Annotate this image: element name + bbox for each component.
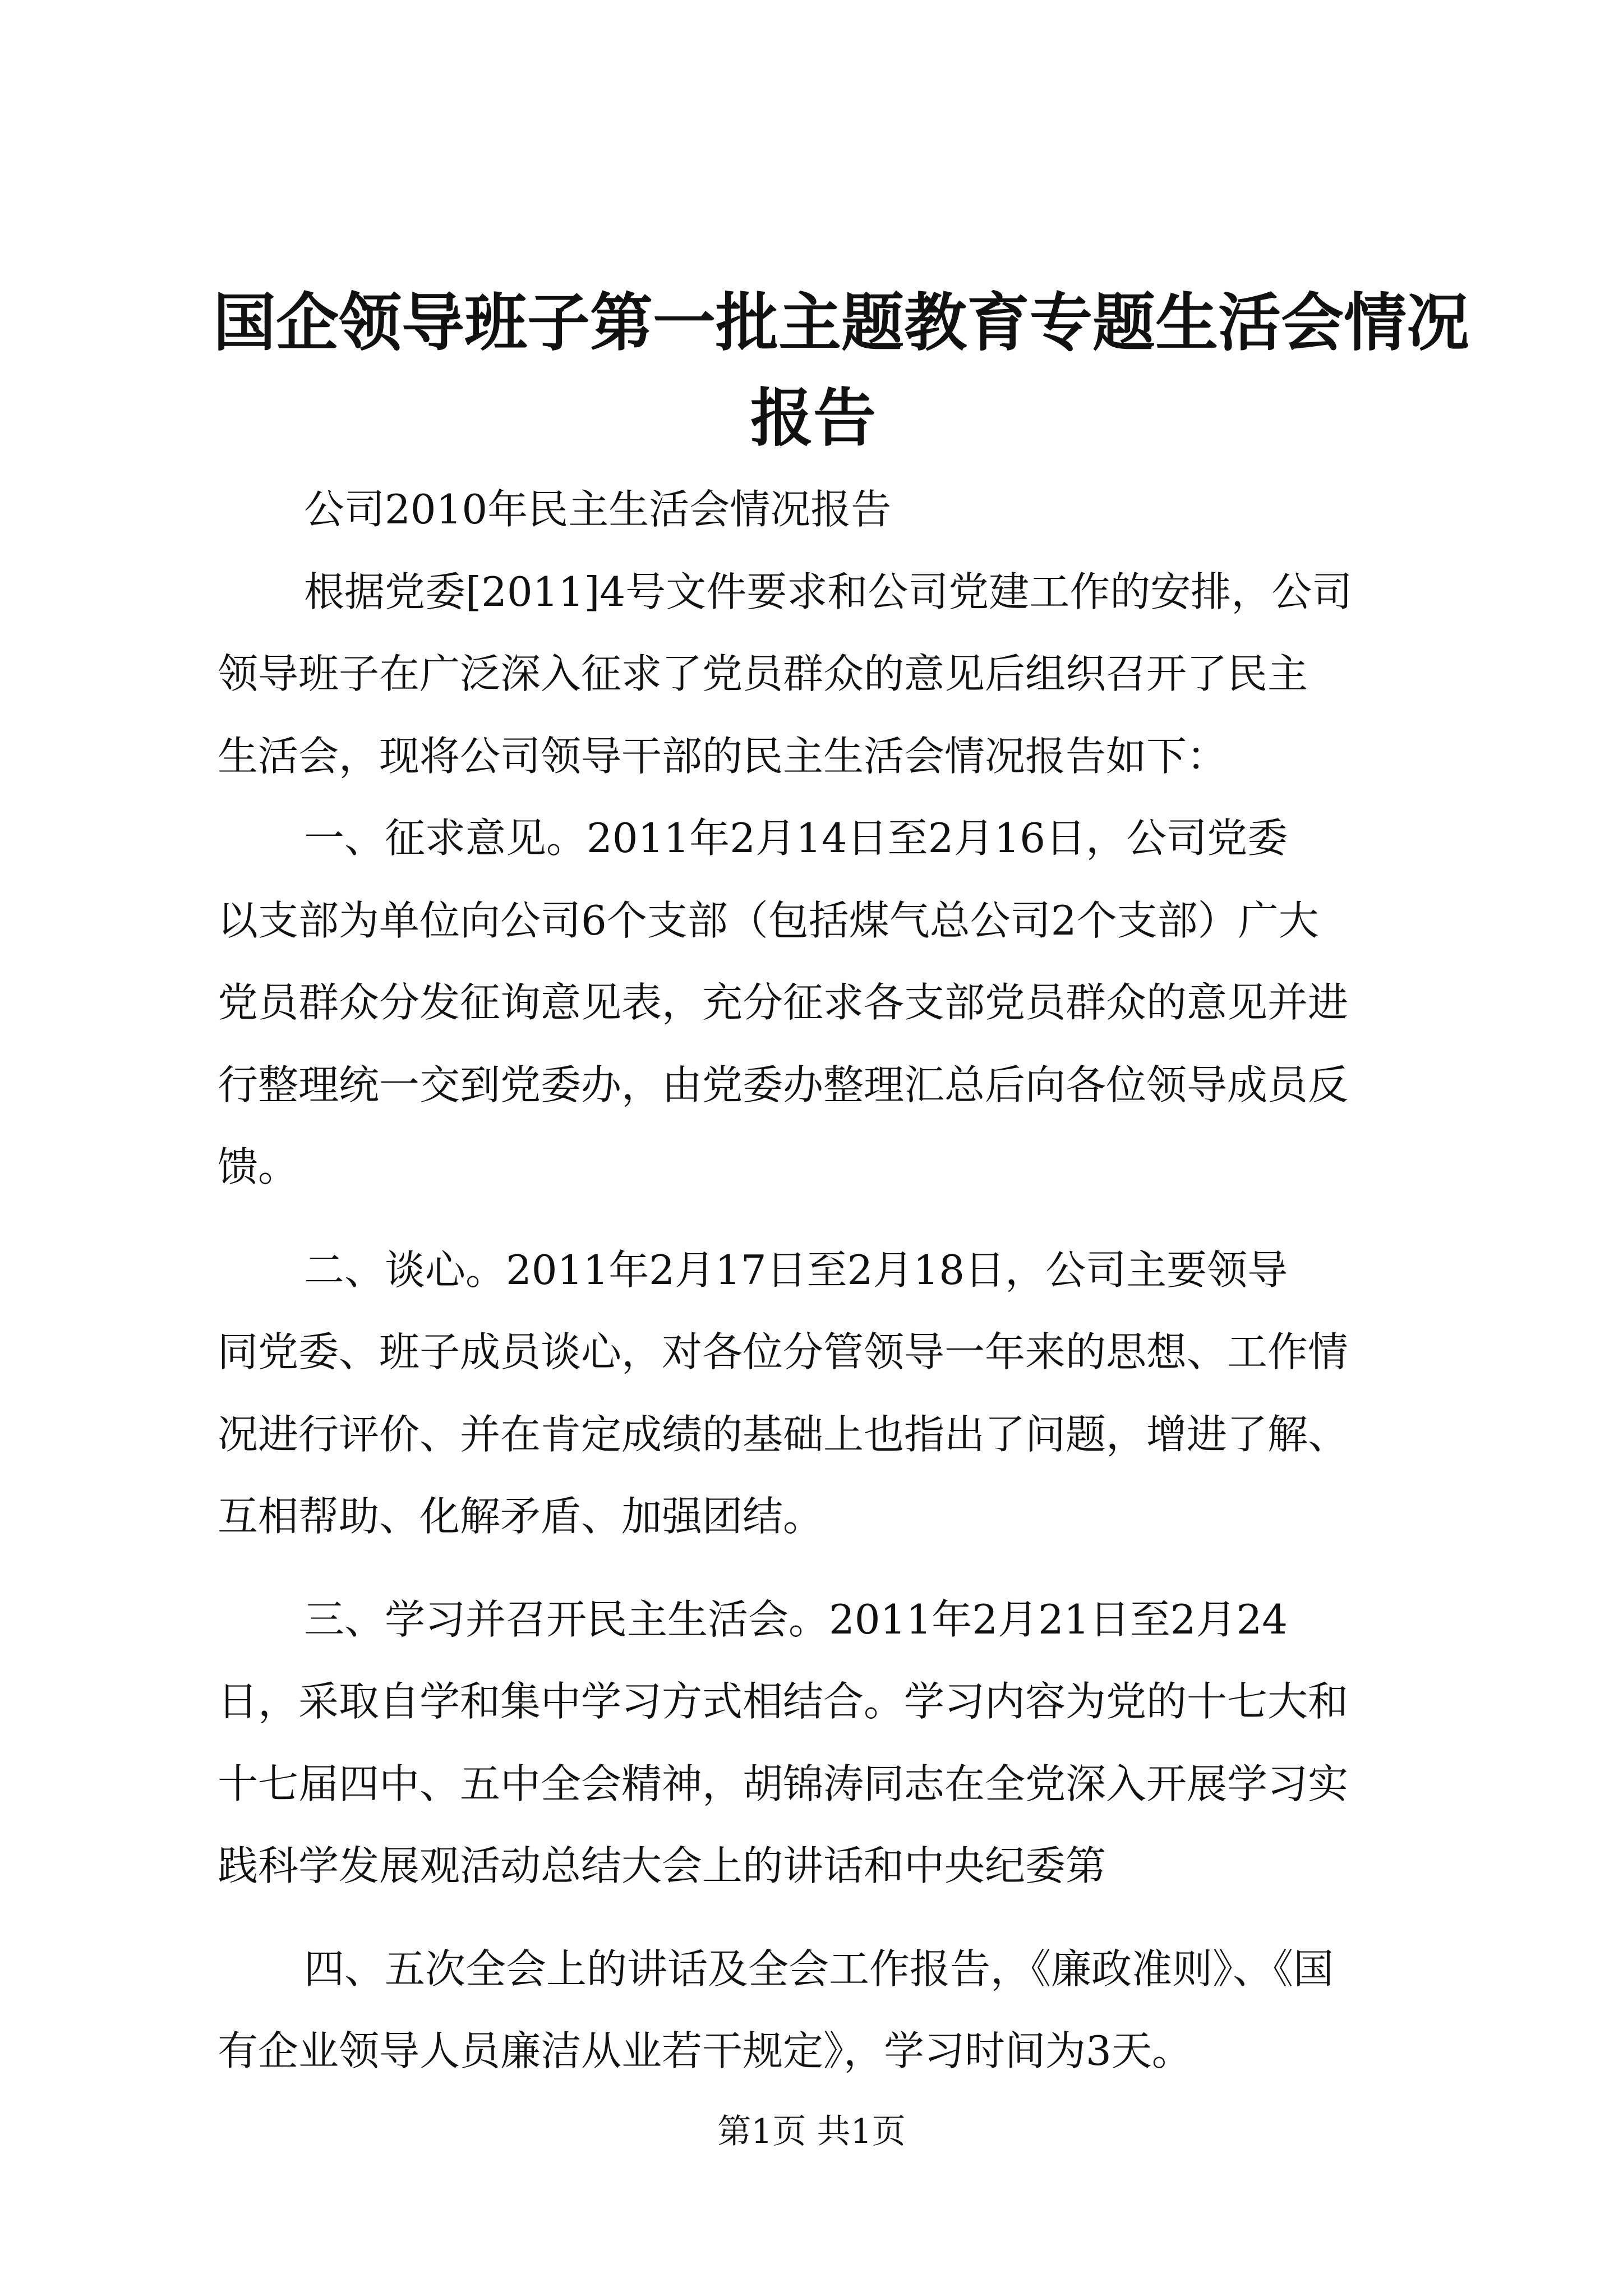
paragraph: [218, 1229, 1412, 1558]
paragraph-line: 党员群众分发征询意见表，充分征求各支部党员群众的意见并进: [218, 979, 1349, 1026]
paragraph-gap: [218, 1558, 1412, 1579]
paragraph-line: 生活会，现将公司领导干部的民主生活会情况报告如下：: [218, 732, 1228, 780]
paragraph-line: 一、征求意见。2011年2月14日至2月16日，公司党委: [304, 815, 1288, 862]
paragraph: [218, 551, 1412, 798]
paragraph-line: 根据党委[2011]4号文件要求和公司党建工作的安排，公司: [304, 568, 1353, 615]
paragraph-line: 践科学发展观活动总结大会上的讲话和中央纪委第: [218, 1842, 1106, 1889]
paragraph-line: 二、谈心。2011年2月17日至2月18日，公司主要领导: [304, 1246, 1288, 1294]
document-body: [218, 468, 1412, 2092]
paragraph: [218, 468, 1412, 551]
paragraph-line: 公司2010年民主生活会情况报告: [304, 486, 892, 533]
paragraph: [218, 1579, 1412, 1907]
document-title-line-1: 国企领导班子第一批主题教育专题生活会情况: [213, 286, 1469, 360]
paragraph-line: 十七届四中、五中全会精神，胡锦涛同志在全党深入开展学习实: [218, 1760, 1349, 1807]
paragraph-line: 日，采取自学和集中学习方式相结合。学习内容为党的十七大和: [218, 1678, 1349, 1725]
paragraph-line: 行整理统一交到党委办，由党委办整理汇总后向各位领导成员反: [218, 1061, 1349, 1108]
page-footer: 第1页 共1页: [717, 2112, 906, 2151]
paragraph-line: 同党委、班子成员谈心，对各位分管领导一年来的思想、工作情: [218, 1328, 1349, 1375]
paragraph-line: 况进行评价、并在肯定成绩的基础上也指出了问题，增进了解、: [218, 1410, 1349, 1458]
paragraph-line: 互相帮助、化解矛盾、加强团结。: [218, 1493, 824, 1540]
paragraph-gap: [218, 1208, 1412, 1229]
paragraph-line: 四、五次全会上的讲话及全会工作报告，《廉政准则》、《国: [304, 1945, 1334, 1993]
paragraph-line: 领导班子在广泛深入征求了党员群众的意见后组织召开了民主: [218, 650, 1308, 697]
paragraph-line: 有企业领导人员廉洁从业若干规定》，学习时间为3天。: [218, 2027, 1192, 2074]
paragraph-line: 以支部为单位向公司6个支部（包括煤气总公司2个支部）广大: [218, 896, 1319, 944]
paragraph: [218, 1928, 1412, 2092]
paragraph: [218, 797, 1412, 1208]
paragraph-gap: [218, 1907, 1412, 1928]
paragraph-line: 三、学习并召开民主生活会。2011年2月21日至2月24: [304, 1595, 1288, 1643]
document-title-line-2: 报告: [750, 381, 876, 455]
paragraph-line: 馈。: [218, 1143, 299, 1190]
